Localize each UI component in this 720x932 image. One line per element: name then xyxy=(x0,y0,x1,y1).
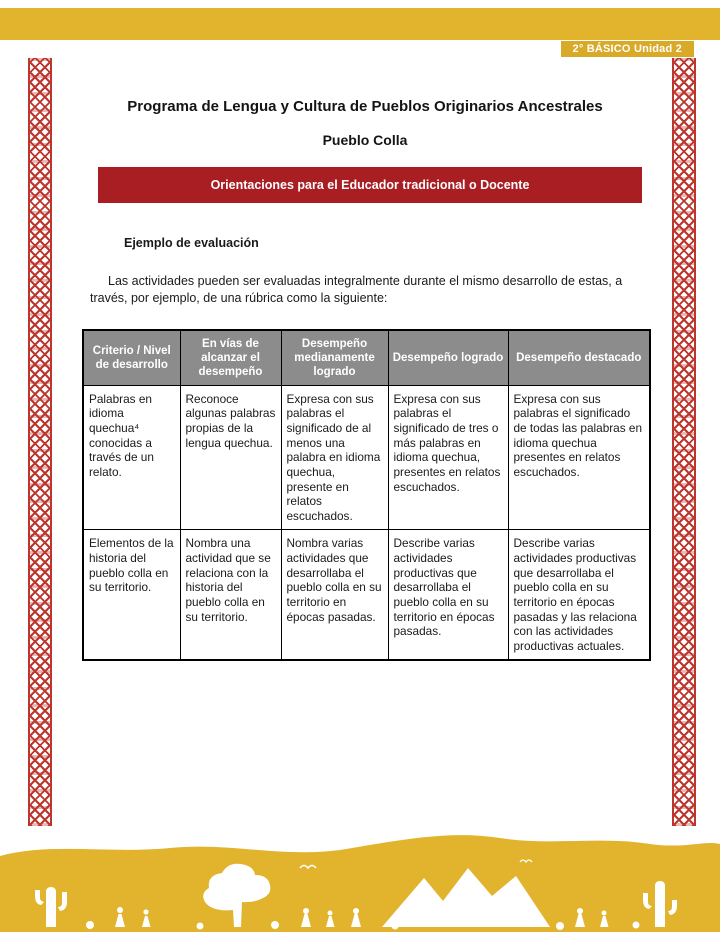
page-content xyxy=(72,58,658,661)
table-header-row xyxy=(83,330,650,386)
header-cell-en-vias: En vías de alcanzar el desempeño xyxy=(180,330,281,386)
rubric-cell: Elementos de la historia del pueblo colla en su territorio. xyxy=(83,530,180,661)
page-title: Programa de Lengua y Cultura de Pueblos Originarios Ancestrales xyxy=(127,98,603,115)
rubric-cell: Palabras en idioma quechua⁴ conocidas a través de un relato. xyxy=(83,385,180,530)
header-cell-destacado: Desempeño destacado xyxy=(508,330,650,386)
header-cell-criterio: Criterio / Nivel de desarrollo xyxy=(83,330,180,386)
rubric-cell: Reconoce algunas palabras propias de la lengua quechua. xyxy=(180,385,281,530)
header-cell-logrado: Desempeño logrado xyxy=(388,330,508,386)
rubric-table xyxy=(82,329,651,662)
right-textile-border-icon xyxy=(672,58,696,826)
top-band xyxy=(0,8,720,40)
footer-art xyxy=(0,826,720,932)
footer-landscape-icon xyxy=(0,826,720,932)
rubric-cell: Nombra varias actividades que desarrollaba el pueblo colla en su territorio en épocas pasadas. xyxy=(281,530,388,661)
footer-ground xyxy=(0,835,720,932)
header-cell-medianamente: Desempeño medianamente logrado xyxy=(281,330,388,386)
intro-paragraph: Las actividades pueden ser evaluadas integralmente durante el mismo desarrollo de estas, a través, por ejemplo, de una rúbrica como la siguiente: xyxy=(90,274,623,305)
section-heading: Ejemplo de evaluación xyxy=(124,236,259,250)
rubric-cell: Expresa con sus palabras el significado de tres o más palabras en idioma quechua, presentes en relatos escuchados. xyxy=(388,385,508,530)
table-row xyxy=(83,530,650,661)
rubric-cell: Describe varias actividades productivas que desarrollaba el pueblo colla en su territorio en épocas pasadas y las relaciona con las actividades productivas actuales. xyxy=(508,530,650,661)
rubric-cell: Expresa con sus palabras el significado de todas las palabras en idioma quechua presentes en relatos escuchados. xyxy=(508,385,650,530)
unit-badge: 2° BÁSICO Unidad 2 xyxy=(561,41,694,57)
page-subtitle: Pueblo Colla xyxy=(322,132,408,148)
orientation-banner: Orientaciones para el Educador tradicional o Docente xyxy=(98,167,642,203)
table-row xyxy=(83,385,650,530)
rubric-cell: Expresa con sus palabras el significado de al menos una palabra en idioma quechua, presente en relatos escuchados. xyxy=(281,385,388,530)
left-textile-border-icon xyxy=(28,58,52,826)
rubric-cell: Describe varias actividades productivas que desarrollaba el pueblo colla en su territorio en épocas pasadas. xyxy=(388,530,508,661)
rubric-cell: Nombra una actividad que se relaciona con la historia del pueblo colla en su territorio. xyxy=(180,530,281,661)
